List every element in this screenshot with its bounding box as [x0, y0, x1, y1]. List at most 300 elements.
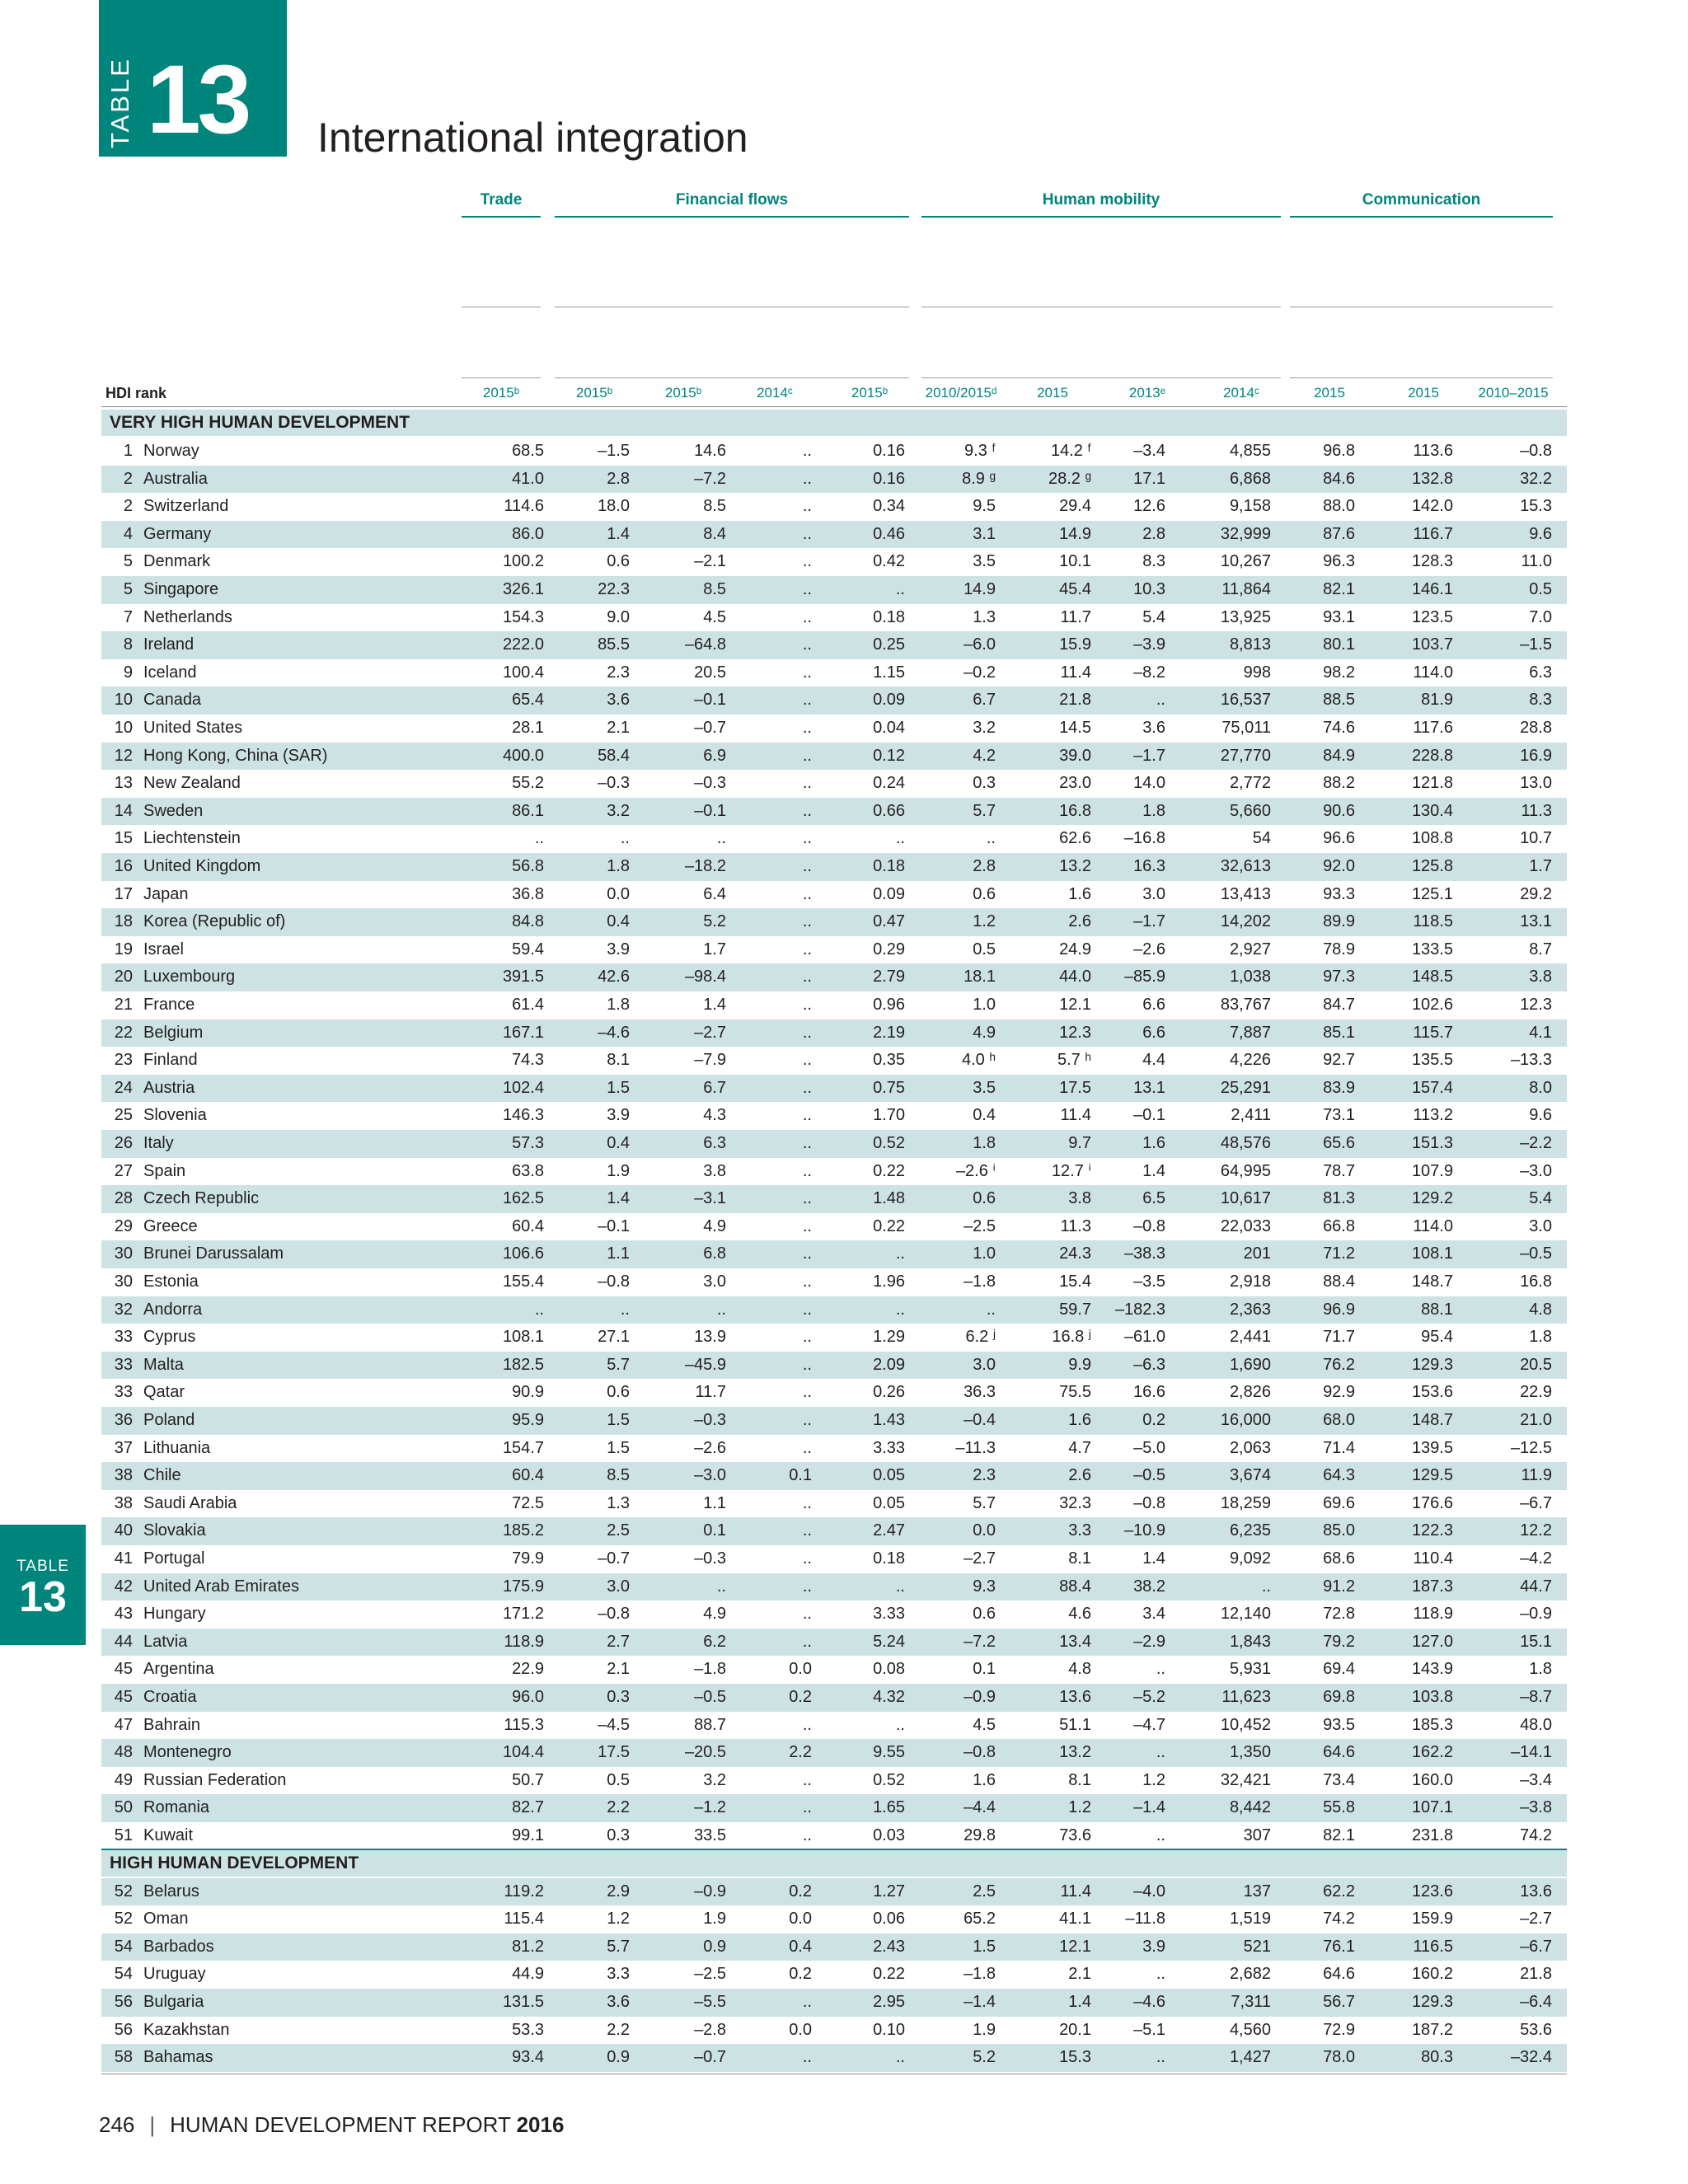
table-cell: –1.4	[1133, 1798, 1165, 1817]
table-cell: –0.7	[598, 1549, 630, 1568]
table-cell: 73.4	[1323, 1770, 1355, 1789]
table-cell: 22.9	[512, 1660, 544, 1679]
table-cell: 80.3	[1421, 2048, 1453, 2067]
table-cell: 15.3	[1059, 2048, 1091, 2067]
table-cell: 12.1	[1059, 996, 1091, 1014]
table-cell: 53.3	[512, 2020, 544, 2039]
table-cell: 22.9	[1520, 1383, 1552, 1402]
table-cell: 9.5	[973, 497, 996, 516]
table-cell: 13.1	[1133, 1078, 1165, 1097]
table-cell: ..	[802, 1411, 812, 1429]
report-year: 2016	[516, 2112, 565, 2137]
country-name: Sweden	[143, 801, 204, 820]
table-cell: 14.5	[1059, 719, 1091, 737]
table-cell: 15.9	[1059, 635, 1091, 654]
table-cell: –0.1	[694, 691, 726, 710]
table-cell: 0.18	[873, 857, 905, 875]
table-cell: 121.8	[1411, 774, 1453, 793]
table-cell: 8.1	[1068, 1770, 1091, 1789]
table-cell: 0.1	[973, 1660, 996, 1679]
table-cell: 18.0	[598, 497, 630, 516]
table-cell: –0.9	[964, 1688, 996, 1706]
table-cell: 3.0	[1142, 884, 1165, 903]
table-cell: 0.6	[607, 1383, 630, 1402]
table-cell: –0.5	[694, 1688, 726, 1706]
table-cell: 5.2	[973, 2048, 996, 2067]
table-cell: 2,927	[1229, 940, 1271, 958]
table-cell: 155.4	[502, 1272, 544, 1291]
hdi-rank: 18	[114, 912, 133, 931]
table-cell: –4.6	[1133, 1993, 1165, 2011]
country-name: Spain	[143, 1161, 186, 1180]
hdi-rank: 15	[114, 829, 133, 848]
table-cell: 95.9	[512, 1411, 544, 1429]
table-row	[101, 825, 1567, 853]
country-name: Austria	[143, 1078, 195, 1097]
table-cell: 96.6	[1323, 829, 1355, 848]
hdi-rank: 1	[123, 442, 133, 460]
table-cell: 326.1	[502, 580, 544, 598]
table-cell: ..	[802, 884, 812, 903]
table-cell: –18.2	[684, 857, 726, 875]
table-cell: 0.96	[873, 996, 905, 1014]
table-cell: 1.5	[973, 1937, 996, 1956]
table-cell: 98.2	[1323, 663, 1355, 682]
table-cell: 83,767	[1220, 996, 1271, 1014]
table-row	[101, 1352, 1567, 1380]
table-cell: ..	[802, 607, 812, 626]
table-cell: 9.55	[873, 1743, 905, 1762]
table-cell: ..	[802, 1993, 812, 2011]
table-cell: 3.8	[703, 1161, 726, 1180]
table-cell: 0.4	[607, 912, 630, 931]
group-rule	[1290, 216, 1553, 218]
table-cell: 108.1	[502, 1328, 544, 1347]
table-cell: –85.9	[1123, 968, 1165, 987]
table-cell: 16.3	[1133, 857, 1165, 875]
country-name: Cyprus	[143, 1328, 196, 1347]
table-cell: 131.5	[502, 1993, 544, 2011]
table-cell: 3.1	[973, 524, 996, 543]
table-cell: ..	[802, 663, 812, 682]
table-cell: 1.5	[607, 1438, 630, 1457]
table-cell: 14.9	[1059, 524, 1091, 543]
table-cell: 68.6	[1323, 1549, 1355, 1568]
table-cell: 148.7	[1411, 1272, 1453, 1291]
table-cell: 44.7	[1520, 1577, 1552, 1596]
table-row	[101, 1213, 1567, 1241]
table-cell: 83.9	[1323, 1078, 1355, 1097]
table-cell: 82.1	[1323, 580, 1355, 598]
table-cell: 6.7	[703, 1078, 726, 1097]
hdi-rank: 17	[114, 884, 133, 903]
hdi-rank: 42	[114, 1577, 133, 1596]
table-cell: 13,925	[1220, 607, 1271, 626]
table-cell: 998	[1243, 663, 1271, 682]
table-cell: –0.5	[1133, 1466, 1165, 1485]
table-cell: 0.34	[873, 497, 905, 516]
table-cell: –0.2	[964, 663, 996, 682]
table-cell: 1.4	[607, 1189, 630, 1208]
table-cell: 2.5	[973, 1882, 996, 1900]
table-cell: 0.42	[873, 552, 905, 571]
table-cell: 100.2	[502, 552, 544, 571]
table-cell: 88.4	[1059, 1577, 1091, 1596]
table-cell: 125.8	[1411, 857, 1453, 875]
table-cell: 0.2	[789, 1688, 812, 1706]
table-cell: 11.3	[1521, 801, 1552, 820]
table-cell: 2.3	[973, 1466, 996, 1485]
table-cell: 18,259	[1220, 1493, 1271, 1512]
table-cell: 1.15	[873, 663, 905, 682]
table-cell: 78.0	[1323, 2048, 1355, 2067]
table-cell: –7.2	[694, 469, 726, 488]
table-row	[101, 853, 1567, 881]
table-cell: 93.4	[512, 2048, 544, 2067]
table-cell: 0.52	[873, 1770, 905, 1789]
table-cell: 0.2	[1142, 1411, 1165, 1429]
table-cell: 13.2	[1059, 857, 1091, 875]
table-cell: 2.6	[1068, 912, 1091, 931]
hdi-rank: 48	[114, 1743, 133, 1762]
table-cell: 9,158	[1229, 497, 1271, 516]
table-cell: 1.4	[1068, 1993, 1091, 2011]
table-cell: –3.1	[694, 1189, 726, 1208]
table-cell: 96.8	[1323, 442, 1355, 460]
table-cell: ..	[802, 1328, 812, 1347]
table-cell: 17.5	[1059, 1078, 1091, 1097]
table-cell: 0.3	[973, 774, 996, 793]
table-cell: 96.3	[1323, 552, 1355, 571]
table-cell: 64.6	[1323, 1965, 1355, 1984]
table-cell: 0.9	[703, 1937, 726, 1956]
table-cell: 113.2	[1413, 1106, 1453, 1125]
table-cell: 2.1	[1068, 1965, 1091, 1984]
table-cell: 75,011	[1221, 719, 1271, 737]
table-cell: ..	[802, 1300, 812, 1319]
column-year: 2013ᵉ	[1128, 385, 1166, 401]
table-cell: 36.3	[964, 1383, 996, 1402]
table-cell: 187.3	[1411, 1577, 1453, 1596]
table-cell: 129.2	[1411, 1189, 1453, 1208]
table-cell: 1.9	[703, 1910, 726, 1929]
table-cell: 12.7 ⁱ	[1051, 1161, 1091, 1180]
country-name: Luxembourg	[143, 968, 236, 987]
table-cell: 13.9	[694, 1328, 726, 1347]
table-cell: 64.6	[1323, 1743, 1355, 1762]
table-cell: –3.4	[1133, 442, 1165, 460]
table-cell: 16.9	[1520, 746, 1552, 765]
hdi-rank: 19	[114, 940, 133, 958]
table-cell: –2.6	[1133, 940, 1165, 958]
table-cell: 16.8 ʲ	[1052, 1328, 1091, 1347]
table-cell: 1.9	[973, 2020, 996, 2039]
table-row	[101, 1517, 1567, 1545]
hdi-rank: 21	[114, 996, 133, 1014]
table-cell: 2.9	[607, 1882, 630, 1900]
table-cell: 0.26	[873, 1383, 905, 1402]
group-rule	[462, 216, 541, 218]
hdi-rank: 7	[123, 607, 133, 626]
table-cell: 146.3	[502, 1106, 544, 1125]
table-cell: 78.7	[1323, 1161, 1355, 1180]
table-cell: –32.4	[1510, 2048, 1552, 2067]
table-cell: 8,813	[1229, 635, 1271, 654]
table-cell: 72.9	[1323, 2020, 1355, 2039]
table-number: 13	[147, 45, 249, 154]
table-cell: 72.5	[512, 1493, 544, 1512]
table-cell: 4.4	[1142, 1051, 1165, 1070]
table-cell: –45.9	[684, 1355, 726, 1374]
table-cell: 8.3	[1529, 691, 1552, 710]
table-cell: ..	[716, 829, 726, 848]
table-cell: 95.4	[1421, 1328, 1453, 1347]
table-cell: 0.9	[607, 2048, 630, 2067]
table-row	[101, 881, 1567, 909]
table-cell: 400.0	[502, 746, 544, 765]
table-cell: 118.9	[1413, 1605, 1453, 1624]
hdi-rank: 36	[114, 1411, 133, 1429]
table-cell: 39.0	[1059, 746, 1091, 765]
table-cell: –4.5	[598, 1715, 630, 1734]
table-cell: 1.9	[607, 1161, 630, 1180]
hdi-rank: 54	[114, 1937, 133, 1956]
table-cell: 0.0	[789, 1660, 812, 1679]
table-row	[101, 2044, 1567, 2072]
table-cell: ..	[895, 1300, 905, 1319]
table-cell: 1.4	[1142, 1161, 1165, 1180]
table-cell: –3.5	[1133, 1272, 1165, 1291]
table-cell: 20.1	[1059, 2020, 1091, 2039]
country-name: Uruguay	[143, 1965, 206, 1984]
table-cell: ..	[1156, 691, 1165, 710]
table-cell: 10,267	[1220, 552, 1271, 571]
table-cell: 0.08	[873, 1660, 905, 1679]
table-cell: 4.8	[1529, 1300, 1552, 1319]
table-cell: 0.4	[789, 1937, 812, 1956]
table-cell: 3.5	[973, 552, 996, 571]
table-cell: –11.8	[1125, 1910, 1165, 1929]
table-cell: –3.9	[1133, 635, 1165, 654]
table-word: TABLE	[106, 57, 134, 148]
table-row	[101, 1878, 1567, 1906]
table-cell: 130.4	[1411, 801, 1453, 820]
table-cell: 5.4	[1529, 1189, 1552, 1208]
table-cell: 4.0 ʰ	[961, 1051, 996, 1070]
table-cell: 119.2	[504, 1882, 544, 1900]
table-cell: 0.05	[873, 1466, 905, 1485]
country-name: Switzerland	[143, 497, 229, 516]
table-cell: 72.8	[1323, 1605, 1355, 1624]
table-cell: 167.1	[502, 1023, 544, 1042]
table-cell: 154.3	[502, 607, 544, 626]
hdi-rank: 38	[114, 1493, 133, 1512]
table-cell: 115.7	[1413, 1023, 1453, 1042]
table-cell: 104.4	[502, 1743, 544, 1762]
table-cell: 222.0	[502, 635, 544, 654]
table-cell: 78.9	[1323, 940, 1355, 958]
table-cell: 3.3	[607, 1965, 630, 1984]
hdi-rank: 29	[114, 1216, 133, 1235]
table-cell: 5.7	[973, 1493, 996, 1512]
table-cell: 3.33	[873, 1605, 905, 1624]
table-cell: 1.7	[703, 940, 726, 958]
table-cell: 0.0	[973, 1521, 996, 1540]
table-cell: 5,660	[1229, 801, 1271, 820]
table-cell: ..	[620, 1300, 630, 1319]
table-cell: 74.6	[1323, 719, 1355, 737]
hdi-rank: 14	[114, 801, 133, 820]
column-year: 2010–2015	[1478, 385, 1549, 401]
table-cell: 11.9	[1521, 1466, 1552, 1485]
table-cell: 4.9	[973, 1023, 996, 1042]
table-row	[101, 1407, 1567, 1435]
table-cell: 4.9	[703, 1605, 726, 1624]
table-cell: 13.6	[1059, 1688, 1091, 1706]
table-cell: 0.0	[789, 2020, 812, 2039]
table-cell: 2.2	[607, 1798, 630, 1817]
table-cell: 71.7	[1323, 1328, 1355, 1347]
country-name: Bulgaria	[143, 1993, 204, 2011]
header-bottom-rule	[101, 406, 1567, 407]
table-cell: 93.1	[1323, 607, 1355, 626]
table-cell: 2.43	[873, 1937, 905, 1956]
table-cell: 4.1	[1529, 1023, 1552, 1042]
table-cell: 1.8	[1529, 1328, 1552, 1347]
table-cell: 114.6	[504, 497, 544, 516]
hdi-rank: 26	[114, 1134, 133, 1152]
hdi-rank: 27	[114, 1161, 133, 1180]
table-cell: ..	[1156, 1743, 1165, 1762]
table-cell: ..	[895, 829, 905, 848]
table-cell: 1.0	[973, 1244, 996, 1263]
table-cell: 143.9	[1411, 1660, 1453, 1679]
table-cell: 0.18	[873, 607, 905, 626]
table-cell: 6.8	[703, 1244, 726, 1263]
table-cell: 4.7	[1068, 1438, 1091, 1457]
table-cell: 36.8	[512, 884, 544, 903]
table-cell: 11,864	[1221, 580, 1271, 598]
table-cell: 90.6	[1323, 801, 1355, 820]
hdi-rank: 13	[114, 774, 133, 793]
table-cell: 11.4	[1060, 1882, 1091, 1900]
country-name: Iceland	[143, 663, 197, 682]
country-name: Lithuania	[143, 1438, 211, 1457]
table-cell: 3.2	[973, 719, 996, 737]
table-row	[101, 1324, 1567, 1352]
table-cell: ..	[802, 442, 812, 460]
table-cell: 17.5	[598, 1743, 630, 1762]
hdi-rank: 23	[114, 1051, 133, 1070]
table-cell: 8.4	[703, 524, 726, 543]
hdi-rank: 49	[114, 1770, 133, 1789]
table-cell: –0.3	[694, 1549, 726, 1568]
table-cell: 84.9	[1323, 746, 1355, 765]
table-cell: ..	[802, 996, 812, 1014]
table-cell: 23.0	[1059, 774, 1091, 793]
table-cell: –3.0	[1520, 1161, 1552, 1180]
table-cell: 8.0	[1529, 1078, 1552, 1097]
hdi-rank: 38	[114, 1466, 133, 1485]
table-cell: 41.0	[512, 469, 544, 488]
table-cell: 29.2	[1520, 884, 1552, 903]
table-cell: 88.4	[1323, 1272, 1355, 1291]
table-cell: ..	[802, 1161, 812, 1180]
table-cell: 11.4	[1060, 1106, 1091, 1125]
table-cell: 32,999	[1220, 524, 1271, 543]
table-cell: –1.7	[1133, 912, 1165, 931]
table-cell: ..	[1261, 1577, 1271, 1596]
country-name: Portugal	[143, 1549, 205, 1568]
table-cell: 0.66	[873, 801, 905, 820]
table-row	[101, 936, 1567, 964]
country-name: Liechtenstein	[143, 829, 241, 848]
country-name: Italy	[143, 1134, 174, 1152]
table-cell: 2.8	[607, 469, 630, 488]
table-cell: 307	[1243, 1826, 1271, 1844]
table-cell: 110.4	[1413, 1549, 1453, 1568]
country-name: Australia	[143, 469, 208, 488]
table-cell: 1.27	[873, 1882, 905, 1900]
table-cell: 1.3	[973, 607, 996, 626]
table-cell: ..	[802, 691, 812, 710]
table-row	[101, 1629, 1567, 1657]
table-cell: –6.7	[1520, 1493, 1552, 1512]
table-cell: –1.8	[964, 1965, 996, 1984]
table-cell: 159.9	[1411, 1910, 1453, 1929]
table-cell: 8.5	[607, 1466, 630, 1485]
table-cell: ..	[534, 829, 544, 848]
table-cell: –5.5	[694, 1993, 726, 2011]
table-cell: 11.7	[1060, 607, 1091, 626]
table-cell: 5.7 ʰ	[1057, 1051, 1091, 1070]
table-cell: 3.8	[1068, 1189, 1091, 1208]
table-cell: 0.47	[873, 912, 905, 931]
table-row	[101, 1794, 1567, 1822]
hdi-rank: 22	[114, 1023, 133, 1042]
table-cell: 1.4	[1142, 1549, 1165, 1568]
table-cell: 129.3	[1411, 1355, 1453, 1374]
table-cell: ..	[802, 1493, 812, 1512]
hdi-rank: 25	[114, 1106, 133, 1125]
table-cell: 88.2	[1323, 774, 1355, 793]
table-cell: ..	[986, 1300, 996, 1319]
table-cell: –2.5	[964, 1216, 996, 1235]
table-cell: 2.8	[973, 857, 996, 875]
table-cell: –7.2	[964, 1632, 996, 1651]
table-cell: 8.9 ᵍ	[962, 469, 996, 488]
table-cell: –0.7	[694, 2048, 726, 2067]
table-cell: 92.9	[1323, 1383, 1355, 1402]
hdi-rank: 10	[114, 691, 133, 710]
table-cell: 2.5	[607, 1521, 630, 1540]
table-cell: 21.8	[1520, 1965, 1552, 1984]
table-cell: 1,690	[1229, 1355, 1271, 1374]
table-cell: –8.7	[1520, 1688, 1552, 1706]
table-cell: 9.0	[607, 607, 630, 626]
table-cell: 12.3	[1059, 1023, 1091, 1042]
table-cell: 20.5	[694, 663, 726, 682]
table-cell: –20.5	[684, 1743, 726, 1762]
page-title: International integration	[317, 115, 748, 161]
table-cell: ..	[802, 1521, 812, 1540]
table-cell: ..	[802, 1106, 812, 1125]
table-row	[101, 1601, 1567, 1629]
table-cell: 79.2	[1323, 1632, 1355, 1651]
table-cell: 0.10	[873, 2020, 905, 2039]
hdi-rank: 5	[123, 580, 133, 598]
column-year: 2015ᵇ	[482, 385, 520, 401]
